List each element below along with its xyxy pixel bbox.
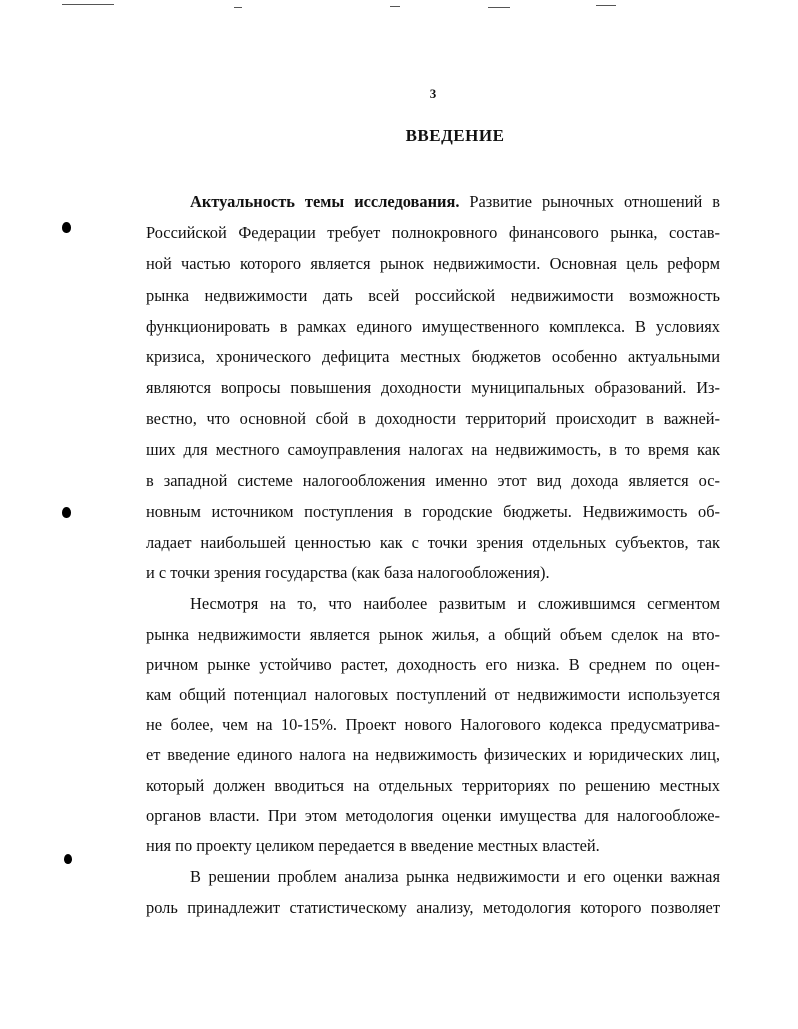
margin-bullet (64, 854, 72, 864)
paragraph-line: в западной системе налогообложения именно этот вид дохода является ос- (146, 471, 720, 490)
paragraph-line: не более, чем на 10-15%. Проект нового Налогового кодекса предусматрива- (146, 715, 720, 734)
paragraph-line: Несмотря на то, что наиболее развитым и сложившимся сегментом (190, 594, 720, 613)
page-number: 3 (429, 86, 437, 101)
paragraph-line: и с точки зрения государства (как база налогообложения). (146, 563, 550, 582)
scan-artifact (62, 4, 114, 5)
paragraph-line: являются вопросы повышения доходности муниципальных образований. Из- (146, 378, 720, 397)
paragraph-line: ших для местного самоуправления налогах на недвижимость, в то время как (146, 440, 720, 459)
paragraph-line: который должен вводиться на отдельных территориях по решению местных (146, 776, 720, 795)
paragraph-line: ричном рынке устойчиво растет, доходность его низка. В среднем по оцен- (146, 655, 720, 674)
paragraph-line: кам общий потенциал налоговых поступлений от недвижимости используется (146, 685, 720, 704)
paragraph-line (190, 190, 720, 214)
paragraph-line: ной частью которого является рынок недвижимости. Основная цель реформ (146, 254, 720, 273)
paragraph-line: В решении проблем анализа рынка недвижимости и его оценки важная (190, 867, 720, 886)
paragraph-line: функционировать в рамках единого имущественного комплекса. В условиях (146, 317, 720, 336)
paragraph-lead: Актуальность темы исследования. (190, 192, 460, 211)
page-title: ВВЕДЕНИЕ (405, 126, 505, 145)
paragraph-line: ладает наибольшей ценностью как с точки зрения отдельных субъектов, так (146, 533, 720, 552)
paragraph-line: кризиса, хронического дефицита местных бюджетов особенно актуальными (146, 347, 720, 366)
paragraph-line: ния по проекту целиком передается в введение местных властей. (146, 836, 600, 855)
margin-bullet (62, 507, 71, 518)
scan-artifact (596, 5, 616, 6)
paragraph-line: вестно, что основной сбой в доходности территорий происходит в важней- (146, 409, 720, 428)
scan-artifact (390, 6, 400, 7)
paragraph-line: роль принадлежит статистическому анализу, методология которого позволяет (146, 898, 720, 917)
paragraph-text: Развитие рыночных отношений в (459, 192, 720, 211)
paragraph-line: ет введение единого налога на недвижимость физических и юридических лиц, (146, 745, 720, 764)
paragraph-line: рынка недвижимости дать всей российской недвижимости возможность (146, 286, 720, 305)
paragraph-line: рынка недвижимости является рынок жилья, а общий объем сделок на вто- (146, 625, 720, 644)
margin-bullet (62, 222, 71, 233)
paragraph-line: органов власти. При этом методология оценки имущества для налогообложе- (146, 806, 720, 825)
scan-artifact (234, 7, 242, 8)
scan-artifact (488, 7, 510, 8)
paragraph-line: новным источником поступления в городские бюджеты. Недвижимость об- (146, 502, 720, 521)
paragraph-line: Российской Федерации требует полнокровного финансового рынка, состав- (146, 223, 720, 242)
